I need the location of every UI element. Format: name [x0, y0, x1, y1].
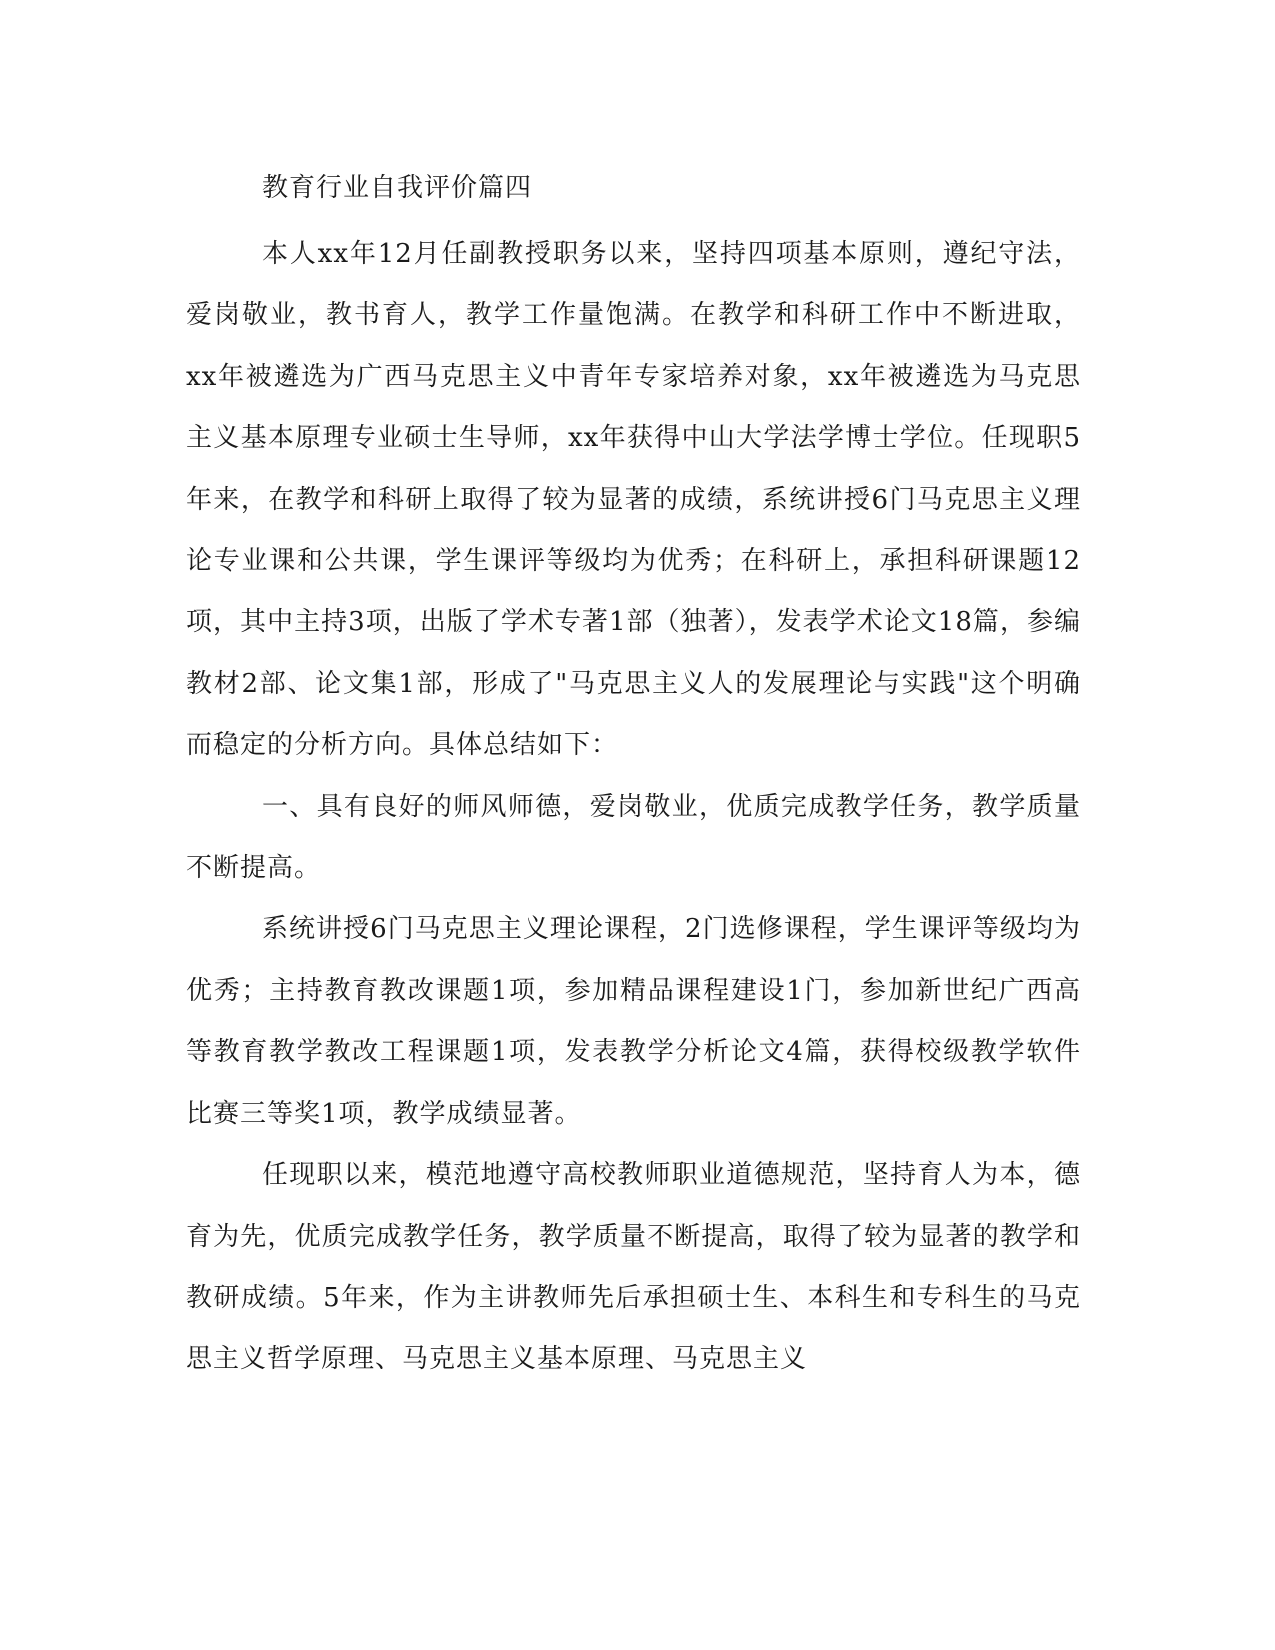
paragraph-intro: 本人xx年12月任副教授职务以来，坚持四项基本原则，遵纪守法，爱岗敬业，教书育人，教学工作量饱满。在教学和科研工作中不断进取，xx年被遴选为广西马克思主义中青年专家培养对象，xx年被遴选为马克思主义基本原理专业硕士生导师，xx年获得中山大学法学博士学位。任现职5年来，在教学和科研上取得了较为显著的成绩，系统讲授6门马克思主义理论专业课和公共课，学生课评等级均为优秀；在科研上，承担科研课题12项，其中主持3项，出版了学术专著1部（独著），发表学术论文18篇，参编教材2部、论文集1部，形成了"马克思主义人的发展理论与实践"这个明确而稳定的分析方向。具体总结如下： — [186, 239, 1081, 761]
paragraph-teaching: 系统讲授6门马克思主义理论课程，2门选修课程，学生课评等级均为优秀；主持教育教改课题1项，参加精品课程建设1门，参加新世纪广西高等教育教学教改工程课题1项，发表教学分析论文4篇，获得校级教学软件比赛三等奖1项，教学成绩显著。 — [186, 914, 1081, 1129]
document-title: 教育行业自我评价篇四 — [262, 173, 533, 203]
document-body — [186, 160, 1081, 1391]
paragraph-heading-one: 一、具有良好的师风师德，爱岗敬业，优质完成教学任务，教学质量不断提高。 — [186, 791, 1081, 884]
paragraph-ethics: 任现职以来，模范地遵守高校教师职业道德规范，坚持育人为本，德育为先，优质完成教学任务，教学质量不断提高，取得了较为显著的教学和教研成绩。5年来，作为主讲教师先后承担硕士生、本科生和专科生的马克思主义哲学原理、马克思主义基本原理、马克思主义 — [186, 1160, 1081, 1375]
